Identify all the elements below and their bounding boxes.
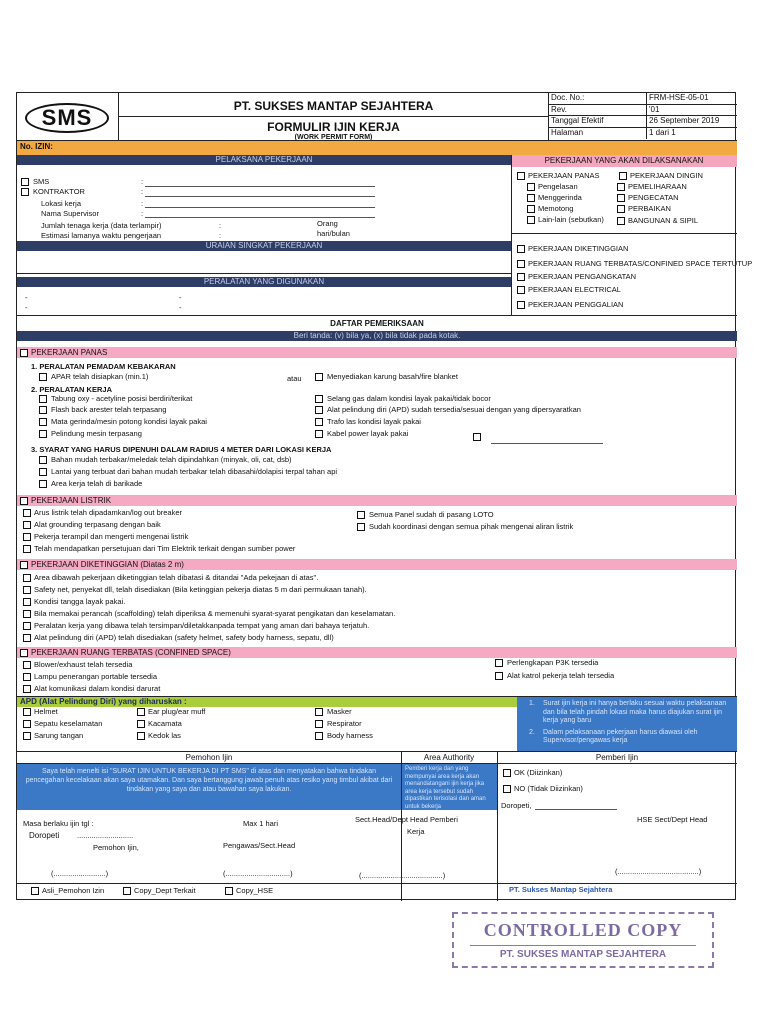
kontraktor-checkbox[interactable] xyxy=(21,188,29,196)
work-permit-form: SMS PT. SUKSES MANTAP SEJAHTERA FORMULIR IJIN KERJA (WORK PERMIT FORM) Doc. No.: FRM-HSE-05-01 Rev. '01 Tanggal Efektif 26 September 2019 Halaman 1 dari 1 No. IZIN: PELAKSANA PEKERJAAN PEKERJAAN YANG AKAN DILAKSANAKAN SMS KONTRAKTOR Lokasi kerja Nama Supervisor Jumlah tenaga kerja (data terlampir) Estimasi lamanya waktu pengerjaan : : : : : : Orang hari/bulan URAIAN SINGKAT PEKERJAAN PERALATAN YANG DIGUNAKAN - - - - PEKERJAAN PANAS PEKERJAAN DINGIN Pengelasan Menggerinda Memotong Lain-lain (sebutkan) PEMELIHARAAN PENGECATAN PERBAIKAN BANGUNAN & SIPIL PEKERJAAN DIKETINGGIAN PEKERJAAN RUANG TERBATAS/CONFINED SPACE TERTUTUP PEKERJAAN PENGANGKATAN PEKERJAAN ELECTRICAL PEKERJAAN PENGGALIAN DAFTAR PEMERIKSAAN Beri tanda: (v) bila ya, (x) bila tidak pada kotak. PEKERJAAN PANAS 1. PERALATAN PEMADAM KEBAKARAN APAR telah disiapkan (min.1) atau Menyediakan karung basah/fire blanket 2. PERALATAN KERJA Tabung oxy - acetyline posisi berdiri/terikat Flash back arester telah terpasang Mata gerinda/mesin potong kondisi layak pakai Pelindung mesin terpasang Selang gas dalam kondisi layak pakai/tidak bocor Alat pelindung diri (APD) sudah tersedia/sesuai dengan yang dipersyaratkan Trafo las kondisi layak pakai Kabel power layak pakai 3. SYARAT YANG HARUS DIPENUHI DALAM RADIUS 4 METER DARI LOKASI KERJA Bahan mudah terbakar/meledak telah dipindahkan (minyak, oli, cat, dsb) Lantai yang terbuat dari bahan mudah terbakar telah dibasahi/dolapisi terpal tahan api Area kerja telah di barikade PEKERJAAN LISTRIK Arus listrik telah dipadamkan/log out breaker Alat grounding terpasang dengan baik Pekerja terampil dan mengerti mengenai listrik Telah mendapatkan persetujuan dari Tim Elektrik terkait dengan sumber power Semua Panel sudah di pasang LOTO Sudah koordinasi dengan semua pihak mengenai aliran listrik PEKERJAAN DIKETINGGIAN (Diatas 2 m) Area dibawah pekerjaan diketinggian telah dibatasi & ditandai "Ada pekejaan di atas". Safety net, penyekat dll, telah disediakan (Bila ketinggian pekerja diatas 5 m dari permukaan tanah). Kondisi tangga layak pakai. Bila memakai perancah (scaffolding) telah diperiksa & memenuhi syarat-syarat pengikatan dan keselamatan. Peralatan kerja yang dibawa telah tersimpan/diletakkanpada tempat yang aman dari bahaya terjatuh. Alat pelindung diri (APD) telah disediakan (safety helmet, safety body harness, sepatu, dll) PEKERJAAN RUANG TERBATAS (CONFINED SPACE) Blower/exhaust telah tersedia Lampu penerangan portable tersedia Alat komunikasi dalam kondisi darurat Perlengkapan P3K tersedia Alat katrol pekerja telah tersedia APD (Alat Pelindung Diri) yang diharuskan : Helmet Sepatu keselamatan Sarung tangan Ear plug/ear muff Kacamata Kedok las Masker Respirator Body harness 1. Surat ijin kerja ini hanya berlaku sesuai waktu pelaksanaan dan bila telah pindah lokasi maka harus diajukan surat ijin kerja yang baru 2. Dalam pelaksanaan pekerjaan harus diawasi oleh Supervisor/pengawas kerja Pemohon Ijin Area Authority Pemberi Ijin Saya telah menelti isi "SURAT IJIN UNTUK BEKERJA DI PT SMS" di atas dan menyatakan bahwa tindakan pencegahan kecelakaan akan saya utamakan. Dan saya bertanggung jawab penuh atas resiko yang timbul akibat dari tindakan yang saya dan atau bawahan saya lakukan. Pemberi kerja dan yang mempunyai area kerja akan menandatangani ijin kerja jika area kerja tersebut sudah dipastikan terisolasi dan aman untuk bekerja OK (Diizinkan) NO (Tidak Diizinkan) Doropeti, HSE Sect/Dept Head Masa berlaku ijin tgl : Max 1 hari Doropeti ........................... Pemohon Ijin, Pengawas/Sect.Head Sect.Head/Dept Head Pemberi Kerja (.........................) (...............................) (.......................................) (.......................................) Asli_Pemohon Izin Copy_Dept Terkait Copy_HSE PT. Sukses Mantap Sejahtera xyxy=(16,92,736,900)
pemberi-date-field[interactable] xyxy=(535,809,617,810)
apar-checkbox[interactable] xyxy=(39,373,47,381)
pemberi-title: Pemberi Ijin xyxy=(595,753,639,762)
trafo-checkbox[interactable] xyxy=(315,418,323,426)
kontraktor-field[interactable] xyxy=(145,196,375,197)
kedok-checkbox[interactable] xyxy=(137,732,145,740)
ketinggian-5-checkbox[interactable] xyxy=(23,622,31,630)
meta-doc-no: Doc. No.: FRM-HSE-05-01 xyxy=(549,93,737,105)
note-1: Surat ijin kerja ini hanya berlaku sesuai waktu pelaksanaan dan bila telah pindah lokasi maka harus diajukan surat ijin kerja yang baru xyxy=(543,700,727,724)
lokasi-field[interactable] xyxy=(145,207,375,208)
controlled-copy-stamp: CONTROLLED COPY PT. SUKSES MANTAP SEJAHTERA xyxy=(452,912,714,968)
tabung-checkbox[interactable] xyxy=(39,395,47,403)
ruang-checkbox[interactable] xyxy=(517,260,525,268)
section-ketinggian: PEKERJAAN DIKETINGGIAN (Diatas 2 m) xyxy=(17,559,737,570)
note-2: Dalam pelaksanaan pekerjaan harus diawasi oleh Supervisor/pengawas kerja xyxy=(543,728,698,744)
lampu-checkbox[interactable] xyxy=(23,673,31,681)
memotong-checkbox[interactable] xyxy=(527,205,535,213)
area-statement: Pemberi kerja dan yang mempunyai area kerja akan menandatangani ijin kerja jika area kerja tersebut sudah dipastikan terisolasi dan aman untuk bekerja xyxy=(402,764,497,810)
perbaikan-checkbox[interactable] xyxy=(617,205,625,213)
supervisor-field[interactable] xyxy=(145,217,375,218)
copy-hse-checkbox[interactable] xyxy=(225,887,233,895)
apd-checkbox[interactable] xyxy=(315,406,323,414)
grounding-checkbox[interactable] xyxy=(23,521,31,529)
lokasi-label: Lokasi kerja xyxy=(41,199,82,208)
pemberi-signature[interactable]: (.......................................) xyxy=(615,867,702,876)
section-panas: PEKERJAAN PANAS xyxy=(17,347,737,358)
section-uraian: URAIAN SINGKAT PEKERJAAN xyxy=(17,241,511,251)
sms-label: SMS xyxy=(33,177,50,186)
permit-number-bar: No. IZIN: xyxy=(17,141,737,155)
pengelasan-checkbox[interactable] xyxy=(527,183,535,191)
estimasi-label: Estimasi lamanya waktu pengerjaan xyxy=(41,231,162,240)
lain-checkbox[interactable] xyxy=(527,216,535,224)
section-ruang-terbatas: PEKERJAAN RUANG TERBATAS (CONFINED SPACE) xyxy=(17,647,737,658)
p3k-checkbox[interactable] xyxy=(495,659,503,667)
hari-label: hari/bulan xyxy=(317,229,350,238)
pekerja-checkbox[interactable] xyxy=(23,533,31,541)
document-meta xyxy=(549,93,737,141)
sepatu-checkbox[interactable] xyxy=(23,720,31,728)
kabel-checkbox[interactable] xyxy=(315,430,323,438)
pengawas-signature[interactable]: (...............................) xyxy=(223,869,293,878)
persetujuan-checkbox[interactable] xyxy=(23,545,31,553)
form-subtitle: (WORK PERMIT FORM) xyxy=(294,134,373,141)
ketinggian-4-checkbox[interactable] xyxy=(23,610,31,618)
area-signature[interactable]: (.......................................) xyxy=(359,871,446,880)
ketinggian-6-checkbox[interactable] xyxy=(23,634,31,642)
mata-checkbox[interactable] xyxy=(39,418,47,426)
other-field[interactable] xyxy=(491,443,603,444)
orang-label: Orang xyxy=(317,219,338,228)
listrik-section-checkbox[interactable] xyxy=(20,497,28,505)
respirator-checkbox[interactable] xyxy=(315,720,323,728)
sarung-checkbox[interactable] xyxy=(23,732,31,740)
meta-page: Halaman 1 dari 1 xyxy=(549,128,737,140)
company-logo: SMS xyxy=(25,103,109,133)
penggalian-checkbox[interactable] xyxy=(517,301,525,309)
meta-effective-date: Tanggal Efektif 26 September 2019 xyxy=(549,116,737,128)
ear-checkbox[interactable] xyxy=(137,708,145,716)
form-title: FORMULIR IJIN KERJA xyxy=(267,120,400,134)
bangunan-checkbox[interactable] xyxy=(617,217,625,225)
masker-checkbox[interactable] xyxy=(315,708,323,716)
section-listrik: PEKERJAAN LISTRIK xyxy=(17,495,737,506)
body-checkbox[interactable] xyxy=(315,732,323,740)
flash-checkbox[interactable] xyxy=(39,406,47,414)
selang-checkbox[interactable] xyxy=(315,395,323,403)
panas-checkbox[interactable] xyxy=(517,172,525,180)
kontraktor-label: KONTRAKTOR xyxy=(33,187,85,196)
menggerinda-checkbox[interactable] xyxy=(527,194,535,202)
footer-company: PT. Sukses Mantap Sejahtera xyxy=(509,885,613,894)
section-pelaksana: PELAKSANA PEKERJAAN xyxy=(17,155,511,165)
tenaga-label: Jumlah tenaga kerja (data terlampir) xyxy=(41,221,162,230)
pengecatan-checkbox[interactable] xyxy=(617,194,625,202)
ketinggian-2-checkbox[interactable] xyxy=(23,586,31,594)
lantai-checkbox[interactable] xyxy=(39,468,47,476)
komunikasi-checkbox[interactable] xyxy=(23,685,31,693)
notes-panel: 1. Surat ijin kerja ini hanya berlaku sesuai waktu pelaksanaan dan bila telah pindah lokasi maka harus diajukan surat ijin kerja yang baru 2. Dalam pelaksanaan pekerjaan harus diawasi oleh Supervisor/pengawas kerja xyxy=(517,697,737,751)
pelindung-checkbox[interactable] xyxy=(39,430,47,438)
ketinggian-3-checkbox[interactable] xyxy=(23,598,31,606)
arus-checkbox[interactable] xyxy=(23,509,31,517)
pengangkatan-checkbox[interactable] xyxy=(517,273,525,281)
kacamata-checkbox[interactable] xyxy=(137,720,145,728)
meta-rev: Rev. '01 xyxy=(549,105,737,117)
pemohon-title: Pemohon Ijin xyxy=(185,753,233,762)
karung-checkbox[interactable] xyxy=(315,373,323,381)
bahan-checkbox[interactable] xyxy=(39,456,47,464)
section-pekerjaan-dilaksanakan: PEKERJAAN YANG AKAN DILAKSANAKAN xyxy=(511,155,737,167)
title-block xyxy=(119,93,549,141)
logo-box xyxy=(17,93,119,141)
asli-checkbox[interactable] xyxy=(31,887,39,895)
daftar-title: DAFTAR PEMERIKSAAN xyxy=(330,319,424,328)
no-checkbox[interactable] xyxy=(503,785,511,793)
blower-checkbox[interactable] xyxy=(23,661,31,669)
other-checkbox[interactable] xyxy=(473,433,481,441)
supervisor-label: Nama Supervisor xyxy=(41,209,99,218)
electrical-checkbox[interactable] xyxy=(517,286,525,294)
diketinggian-checkbox[interactable] xyxy=(517,245,525,253)
ruang-section-checkbox[interactable] xyxy=(20,649,28,657)
katrol-checkbox[interactable] xyxy=(495,672,503,680)
section-apd: APD (Alat Pelindung Diri) yang diharuskan : xyxy=(17,697,517,707)
ok-checkbox[interactable] xyxy=(503,769,511,777)
panas-section-checkbox[interactable] xyxy=(20,349,28,357)
area-title: Area Authority xyxy=(423,753,475,762)
pemohon-statement: Saya telah menelti isi "SURAT IJIN UNTUK BEKERJA DI PT SMS" di atas dan menyatakan bahwa tindakan pencegahan kecelakaan akan saya utamakan. Dan saya bertanggung jawab penuh atas resiko yang timbul akibat dari tindakan yang saya dan atau bawahan saya lakukan. xyxy=(17,764,401,810)
daftar-note: Beri tanda: (v) bila ya, (x) bila tidak pada kotak. xyxy=(17,331,737,341)
area-barikade-checkbox[interactable] xyxy=(39,480,47,488)
panel-checkbox[interactable] xyxy=(357,511,365,519)
pemeliharaan-checkbox[interactable] xyxy=(617,183,625,191)
koordinasi-checkbox[interactable] xyxy=(357,523,365,531)
ketinggian-section-checkbox[interactable] xyxy=(20,561,28,569)
sms-field[interactable] xyxy=(145,186,375,187)
helmet-checkbox[interactable] xyxy=(23,708,31,716)
section-peralatan: PERALATAN YANG DIGUNAKAN xyxy=(17,277,511,287)
ketinggian-1-checkbox[interactable] xyxy=(23,574,31,582)
sms-checkbox[interactable] xyxy=(21,178,29,186)
company-name: PT. SUKSES MANTAP SEJAHTERA xyxy=(119,99,548,117)
copy-dept-checkbox[interactable] xyxy=(123,887,131,895)
pemohon-signature[interactable]: (.........................) xyxy=(51,869,109,878)
dingin-checkbox[interactable] xyxy=(619,172,627,180)
